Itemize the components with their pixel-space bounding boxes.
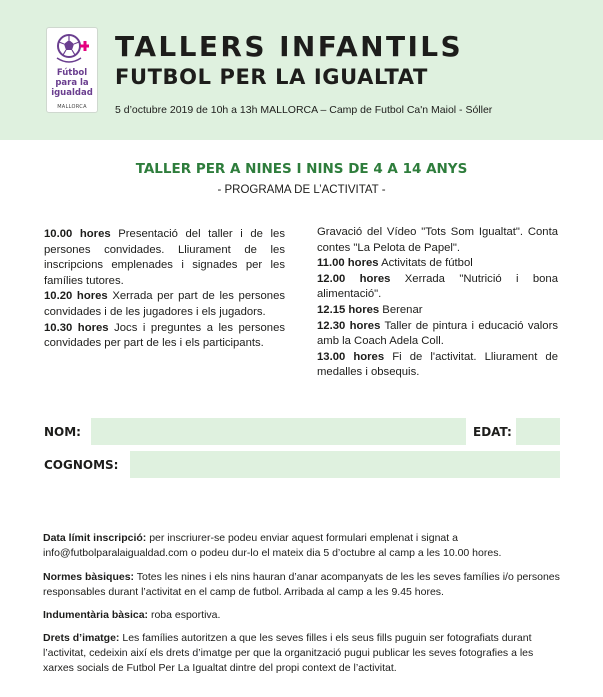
schedule-text: Berenar [379,303,423,316]
logo-text-line3: igualdad [51,88,93,98]
nom-input[interactable] [91,418,466,445]
drets-text: Les famílies autoritzen a que les seves filles i els seus fills puguin ser fotografiats durant l’activitat, cedeixin així els drets d’imatge per que la organització pugui publicar les seves fotografies a les xarxes socials de Futbol Per La Igualtat dintre del propi context de l’activitat. [43,632,534,674]
edat-label: EDAT: [473,425,512,439]
normes-paragraph [43,570,561,600]
schedule-item [44,321,285,352]
title-line2: FUTBOL PER LA IGUALTAT [115,65,428,89]
schedule-time: 12.00 hores [317,272,391,285]
cognoms-input[interactable] [130,451,560,478]
schedule-item [44,289,285,320]
drets-paragraph [43,631,561,676]
event-date-location: 5 d’octubre 2019 de 10h a 13h MALLORCA – Camp de Futbol Ca'n Maiol - Sóller [115,104,493,116]
indumentaria-text: roba esportiva. [148,609,221,621]
logo-text-line2: para la [55,78,89,88]
schedule-item [317,272,558,303]
schedule-text: Xerrada "Nutrició i bona alimentació". [317,272,558,301]
data-limit-paragraph [43,531,561,561]
programa-heading: - PROGRAMA DE L’ACTIVITAT - [217,184,386,196]
schedule-time: 12.15 hores [317,303,380,316]
logo-text-line4: MALLORCA [57,104,87,110]
schedule-text: Taller de pintura i educació valors amb la Coach Adela Coll. [317,319,558,348]
schedule-text: Gravació del Vídeo "Tots Som Igualtat". Conta contes "La Pelota de Papel". [317,226,558,254]
normes-label: Normes bàsiques: [43,571,135,583]
schedule-right-column [317,225,558,381]
schedule-text: Activitats de fútbol [378,257,473,270]
schedule-time: 12.30 hores [317,319,381,332]
schedule-text: Presentació del taller i de les persones convidades. Lliurament de les inscripcions emplenades i signades per les famílies tutores. [44,228,285,287]
cognoms-label: COGNOMS: [44,458,119,472]
nom-label: NOM: [44,425,81,439]
schedule-text: Jocs i preguntes a les persones convidades per part de les i els participants. [44,321,286,350]
edat-input[interactable] [516,418,560,445]
schedule-item [317,256,558,272]
data-limit-label: Data límit inscripció: [43,532,147,544]
schedule-time: 10.30 hores [44,321,109,334]
schedule-item [317,350,558,381]
indumentaria-paragraph [43,608,561,623]
schedule-item [317,319,558,350]
schedule-item [317,225,558,256]
schedule-time: 10.00 hores [44,228,111,240]
schedule-item [317,303,558,319]
header-band [0,0,603,140]
data-limit-text: per inscriurer-se podeu enviar aquest formulari emplenat i signat a info@futbolparalaigualdad.com o podeu dur-lo el mateix dia 5 d’octubre al camp a les 10.00 hores. [43,532,502,559]
schedule-text: Fi de l'activitat. Lliurament de medalles i obsequis. [317,350,559,379]
logo-text-line1: Fútbol [56,68,88,78]
futbol-para-la-igualdad-logo [46,27,98,113]
schedule-item [44,227,285,289]
taller-heading: TALLER PER A NINES I NINS DE 4 A 14 ANYS [135,161,468,177]
normes-text: Totes les nines i els nins hauran d’anar acompanyats de les les seves famílies i/o persones responsables durant l’activitat en el camp de futbol. Arribada al camp a les 9.45 hores. [43,571,560,598]
schedule-text: Xerrada per part de les persones convidades i de les jugadores i els jugadors. [44,290,286,318]
soccer-ball-venus-icon [47,28,97,68]
schedule-time: 11.00 hores [317,257,379,270]
schedule-time: 10.20 hores [44,290,108,303]
schedule-time: 13.00 hores [317,350,385,363]
title-line1: TALLERS INFANTILS [115,30,464,63]
indumentaria-label: Indumentària bàsica: [43,609,149,621]
drets-label: Drets d’imatge: [43,632,120,644]
schedule-left-column [44,227,285,352]
